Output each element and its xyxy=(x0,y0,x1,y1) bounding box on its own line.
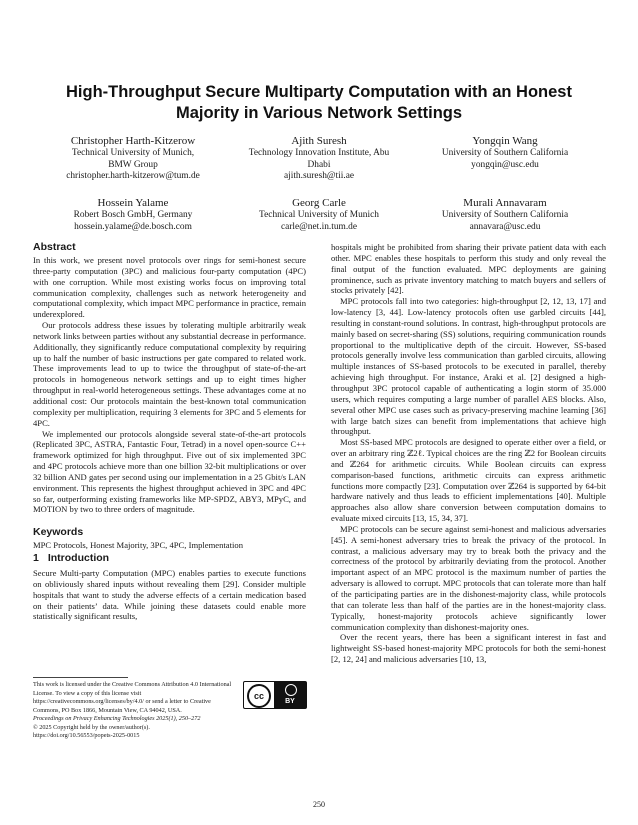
author-name: Yongqin Wang xyxy=(472,135,538,147)
venue-text: Proceedings on Privacy Enhancing Technologies 2025(1), 250–272 xyxy=(33,715,201,722)
abstract-heading: Abstract xyxy=(33,241,76,253)
author-name: Christopher Harth-Kitzerow xyxy=(70,135,196,147)
author-affiliation: Technical University of Munich, xyxy=(71,148,195,158)
page-number: 250 xyxy=(313,800,325,809)
abstract-paragraph: In this work, we present novel protocols over rings for semi-honest secure three-party computation (3PC) and malicious four-party computation (4PC) with one corruption. While most existing works focus on improving total communication complexity, challenges such as network heterogeneity and computational complexity, which impact MPC performance in practice, remain underexplored. xyxy=(33,255,306,320)
author-affiliation: Technical University of Munich xyxy=(259,210,379,220)
body-paragraph: Most SS-based MPC protocols are designed to operate either over a field, or over an arbitrary ring ℤ2ℓ. Typical choices are the ring ℤ2 for Boolean circuits and ℤ264 for arithmetic circuits. While Boolean circuits can express comparison-based functions, arithmetic circuits can express arithmetic functions more compactly [23]. Computation over ℤ264 is supported by 64-bit hardware natively and thus leads to efficient implementations [40]. Multiple approaches also allow share conversion between computation domains to evaluate mixed circuits [13, 15, 34, 37]. xyxy=(331,437,606,524)
author-name: Georg Carle xyxy=(292,197,346,209)
right-column xyxy=(331,242,606,665)
author-2 xyxy=(226,134,412,183)
body-paragraph: MPC protocols fall into two categories: high-throughput [2, 12, 13, 17] and low-latency [3, 44]. Low-latency protocols often use garbled circuits [44], resulting in constant-round solutions. In contrast, high-throughput protocols are mainly based on secret-sharing (SS) solutions, requiring communication rounds proportional to the multiplicative depth of the circuit. However, SS-based protocols generally involve less communication than garbled circuits, allowing multiple instances of SS-based protocols to be executed in parallel, thereby achieving high throughput. For instance, Araki et al. [2] designed a high-throughput 3PC protocol capable of authenticating a login storm of 35.000 users, which requires computing a large number of parallel AES blocks. Also, several other MPC use cases such as privacy-preserving machine learning [36] with large batch sizes can benefit from implementations that achieve high throughput. xyxy=(331,296,606,437)
copyright-text: © 2025 Copyright held by the owner/author(s). xyxy=(33,723,150,731)
section-number: 1 xyxy=(33,552,39,565)
license-text: This work is licensed under the Creative Commons Attribution 4.0 International License. To view a copy of this license visit https://creativecommons.org/licenses/by/4.0/ or send a letter to Creative Commons, PO Box 1866, Mountain View, CA 94042, USA. xyxy=(33,681,232,714)
body-paragraph: Over the recent years, there has been a significant interest in fast and lightweight SS-based honest-majority MPC protocols for both the semi-honest [2, 12, 24] and malicious adversaries [10, 13, xyxy=(331,632,606,665)
body-paragraph: MPC protocols can be secure against semi-honest and malicious adversaries [45]. A semi-honest adversary tries to break the privacy of the protocol. In contrast, a malicious adversary may try to break both the privacy and the correctness of the protocol by arbitrarily deviating from the protocol. Another important aspect of an MPC protocol is the maximum number of parties the adversary is allowed to corrupt. MPC protocols that can tolerate more than half of the participating parties are in the dishonest-majority class, while protocols that can tolerate less than half of the parties are in the honest-majority class. Typically, honest-majority protocols achieve significantly lower communication complexity than dishonest-majority ones. xyxy=(331,523,606,632)
attribution-icon xyxy=(274,682,306,708)
author-affiliation: Technology Innovation Institute, Abu xyxy=(248,148,390,158)
author-email: yongqin@usc.edu xyxy=(471,159,539,170)
author-affiliation: University of Southern California xyxy=(441,148,569,158)
author-1 xyxy=(40,134,226,183)
author-email: annavara@usc.edu xyxy=(469,221,541,232)
author-email: carle@net.in.tum.de xyxy=(280,221,358,232)
author-email: hossein.yalame@de.bosch.com xyxy=(74,221,192,232)
person-icon xyxy=(285,684,297,696)
introduction-heading xyxy=(33,551,306,565)
author-affiliation: BMW Group xyxy=(108,159,158,170)
section-title: Introduction xyxy=(47,552,110,565)
author-3 xyxy=(412,134,598,171)
creative-commons-icon: cc xyxy=(247,684,271,708)
author-name: Murali Annavaram xyxy=(463,197,547,209)
author-affiliation: Robert Bosch GmbH, Germany xyxy=(73,210,193,220)
abstract-paragraph: Our protocols address these issues by tolerating multiple arbitrarily weak network links between parties without any substantial decrease in performance. Additionally, they significantly reduce computational complexity by requiring up to half the number of basic instructions per gate compared to related work. These improvements lead to up to twice the throughput of state-of-the-art protocols in homogeneous network settings and up to eight times higher throughput in real-world heterogeneous settings. These advantages come at no additional cost: Our protocols maintain the best-known total communication complexity per multiplication, requiring 3 elements for 3PC and 5 elements for 4PC. xyxy=(33,320,306,428)
footnote xyxy=(33,681,323,741)
author-4 xyxy=(40,196,226,233)
author-affiliation: University of Southern California xyxy=(441,210,569,220)
author-5 xyxy=(226,196,412,233)
intro-paragraph: Secure Multi-party Computation (MPC) enables parties to execute functions on obliviously shared inputs without revealing them [29]. Consider multiple hospitals that want to study the adverse effects of a certain medication based on their patients’ data. While joining these datasets could enable more statistically significant results, xyxy=(33,568,306,622)
body-paragraph: hospitals might be prohibited from sharing their private patient data with each other. MPC enables these hospitals to perform this study and only reveal the final output of the function evaluated. MPC deployments are gaining prominence, such as private inventory matching to match buyers and sellers of stocks privately [42]. xyxy=(331,242,606,296)
by-label: BY xyxy=(285,698,295,705)
author-email: ajith.suresh@tii.ae xyxy=(283,171,355,182)
doi-link[interactable]: https://doi.org/10.56553/popets-2025-0015 xyxy=(33,732,140,739)
cc-by-license-badge[interactable] xyxy=(243,681,307,709)
footnote-rule xyxy=(33,677,128,678)
author-name: Hossein Yalame xyxy=(97,197,169,209)
author-email: christopher.harth-kitzerow@tum.de xyxy=(66,171,200,182)
keywords-text: MPC Protocols, Honest Majority, 3PC, 4PC, Implementation xyxy=(33,540,243,551)
abstract-paragraph: We implemented our protocols alongside several state-of-the-art protocols (Replicated 3PC, ASTRA, Fantastic Four, Tetrad) in a novel open-source C++ framework optimized for high throughput. Five out of six implemented 3PC and 4PC protocols achieve more than one billion 32-bit multiplications or over 32 billion AND gates per second using our implementation in a 25 Gbit/s LAN environment. This represents the highest throughput achieved in 3PC and 4PC so far, outperforming existing frameworks like MP-SPDZ, ABY3, MPyC, and MOTION by two to three orders of magnitude. xyxy=(33,428,306,515)
keywords-heading: Keywords xyxy=(33,526,84,539)
paper-title: High-Throughput Secure Multiparty Computation with an Honest Majority in Various Network Settings xyxy=(66,83,572,122)
author-name: Ajith Suresh xyxy=(291,135,347,147)
author-6 xyxy=(412,196,598,233)
left-column xyxy=(33,240,306,622)
author-affiliation: Dhabi xyxy=(307,159,331,170)
